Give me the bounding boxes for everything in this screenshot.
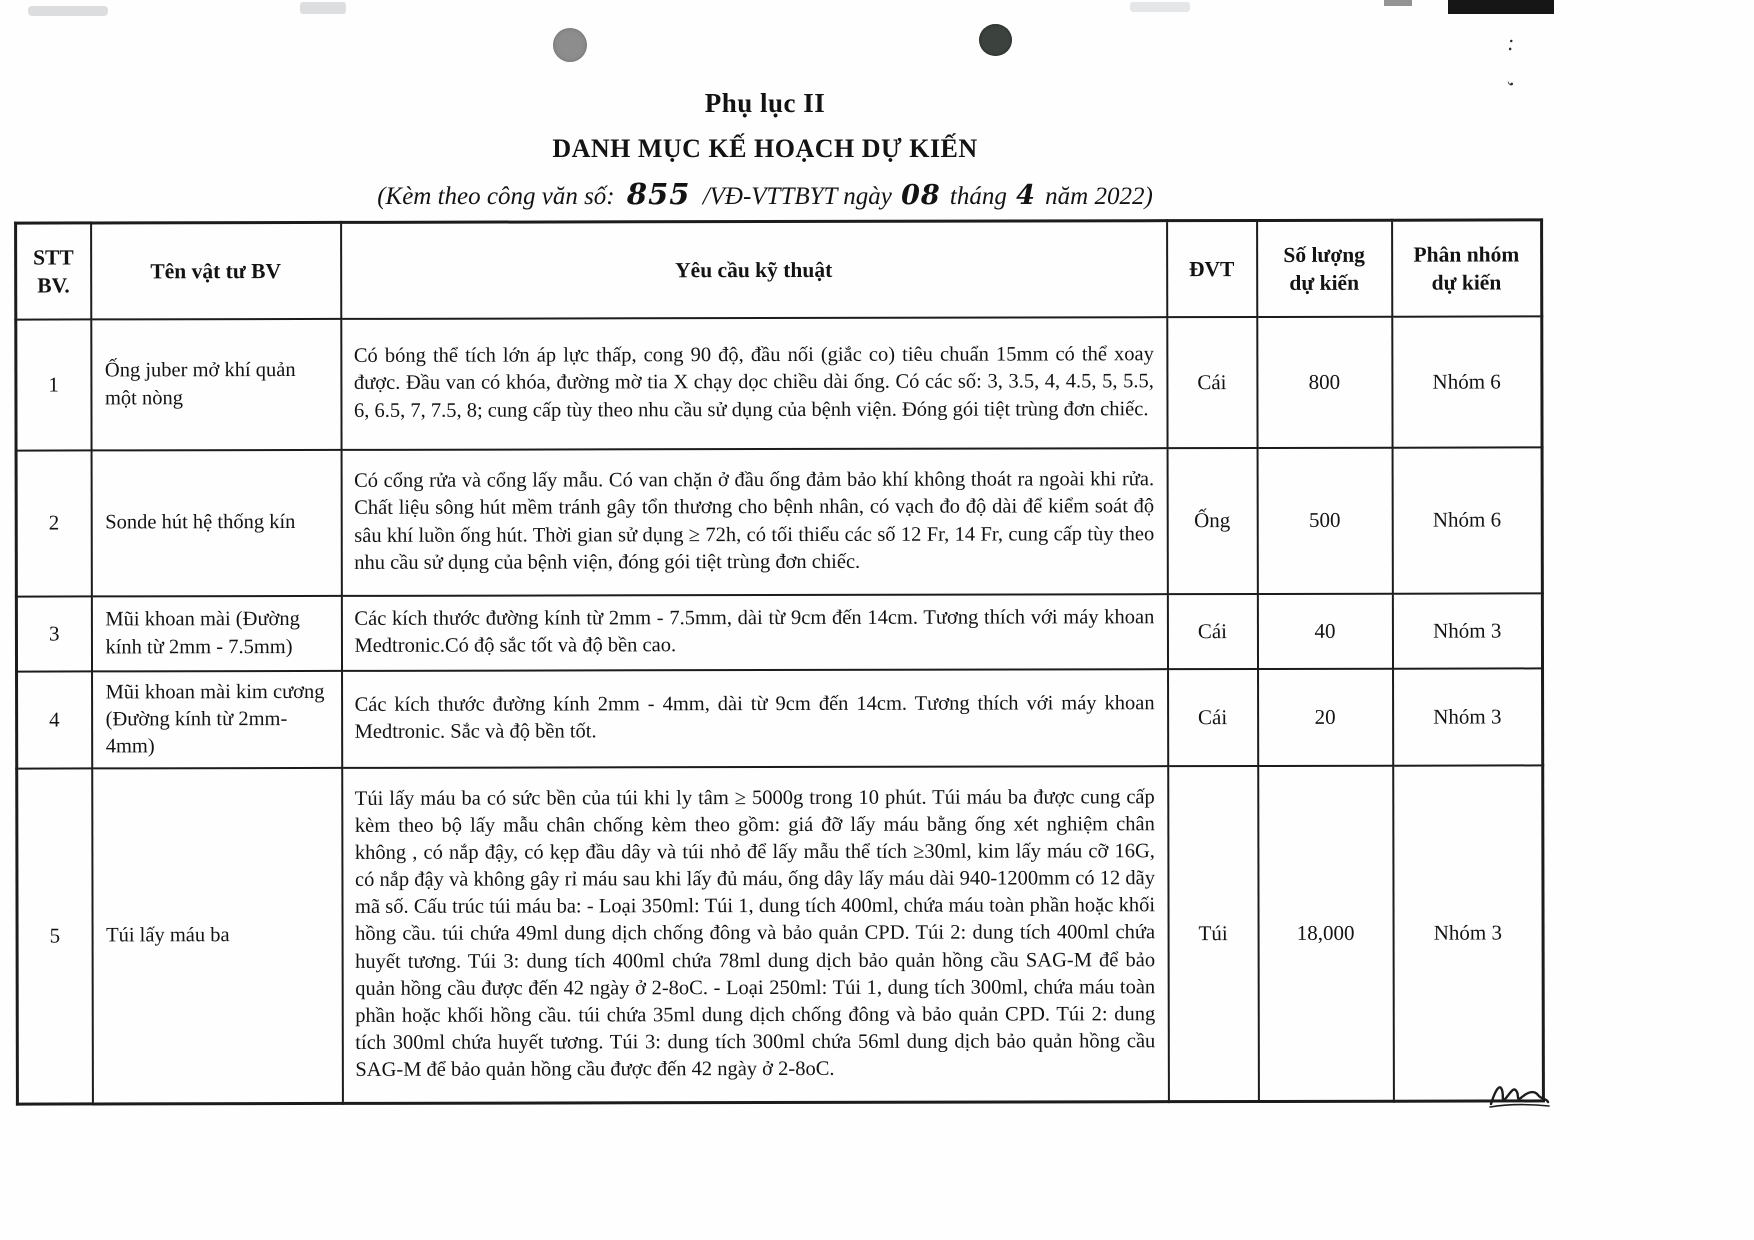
table-row [17, 668, 1543, 768]
plan-table-container [14, 218, 1542, 1105]
cell-quantity: 800 [1257, 317, 1392, 448]
cell-unit: Ống [1167, 448, 1257, 594]
subtitle-prefix: (Kèm theo công văn số: [377, 183, 615, 210]
cell-unit: Cái [1168, 669, 1258, 766]
cell-quantity: 500 [1257, 448, 1392, 594]
cell-spec: Có bóng thể tích lớn áp lực thấp, cong 90 độ, đầu nối (giắc co) tiêu chuẩn 15mm có thể xoay được. Đầu van có khóa, đường mờ tia X chạy dọc chiều dài ống. Có các số: 3, 3.5, 4, 4.5, 5, 5.5, 6, 6.5, 7, 7.5, 8; cung cấp tùy theo nhu cầu sử dụng của bệnh viện. Đóng gói tiệt trùng đơn chiếc. [341, 317, 1167, 450]
cell-spec: Có cổng rửa và cổng lấy mẫu. Có van chặn ở đầu ống đảm bảo khí không thoát ra ngoài khi rửa. Chất liệu sông hút mềm tránh gây tổn thương cho bệnh nhân, có vạch đo độ dài để kiểm soát độ sâu khí luồn ống hút. Thời gian sử dụng ≥ 72h, có tối thiểu các số 12 Fr, 14 Fr, cung cấp tùy theo nhu cầu sử dụng của bệnh viện, đóng gói tiệt trùng đơn chiếc. [341, 448, 1167, 596]
col-header-stt: STT BV. [16, 223, 91, 320]
pen-mark: ‚ [1505, 79, 1532, 91]
cell-stt: 5 [17, 768, 93, 1104]
scan-artifact [1130, 2, 1190, 12]
scan-artifact [300, 2, 346, 14]
cell-group: Nhóm 3 [1393, 668, 1543, 765]
cell-group: Nhóm 3 [1392, 593, 1542, 668]
cell-stt: 3 [16, 596, 91, 671]
cell-stt: 2 [16, 450, 91, 596]
appendix-title: Phụ lục II [704, 88, 826, 118]
cell-spec: Các kích thước đường kính từ 2mm - 7.5mm, dài từ 9cm đến 14cm. Tương thích với máy khoan Medtronic.Có độ sắc tốt và độ bền cao. [341, 594, 1167, 671]
cell-spec: Túi lấy máu ba có sức bền của túi khi ly tâm ≥ 5000g trong 10 phút. Túi máu ba được cung cấp kèm theo bộ lấy mẫu chân chống kèm theo gồm: giá đỡ lấy máu bằng ống xét nghiệm chân không , có nắp đậy, có kẹp đầu dây và túi nhỏ để lấy mẫu thể tích ≥30ml, kim lấy máu cỡ 16G, có nắp đậy và không gây rỉ máu sau khi lấy đủ máu, ống dây lấy máu dài 940-1200mm có 12 dãy mã số. Cấu trúc túi máu ba: - Loại 350ml: Túi 1, dung tích 400ml, chứa máu toàn phần hoặc khối hồng cầu. túi chứa 49ml dung dịch chống đông và bảo quản CPD. Túi 2: dung tích 400ml chứa huyết tương. Túi 3: dung tích 400ml chứa 78ml dung dịch bảo quản hồng cầu SAG-M để bảo quản hồng cầu được đến 42 ngày ở 2-8oC. - Loại 250ml: Túi 1, dung tích 300ml, chứa máu toàn phần hoặc khối hồng cầu. túi chứa 35ml dung dịch chống đông và bảo quản CPD. Túi 2: dung tích 300ml chứa huyết tương. Túi 3: dung tích 300ml chứa 56ml dung dịch bảo quản hồng cầu SAG-M để bảo quản hồng cầu được đến 42 ngày ở 2-8oC. [342, 766, 1169, 1103]
document-title: DANH MỤC KẾ HOẠCH DỰ KIẾN [552, 134, 978, 163]
subtitle-middle: /VĐ-VTTBYT ngày [702, 183, 892, 210]
punch-hole-icon [979, 24, 1012, 56]
col-header-qty: Số lượng dự kiến [1257, 220, 1392, 317]
scan-artifact [1384, 0, 1412, 6]
cell-stt: 1 [16, 319, 91, 450]
scan-artifact [28, 6, 108, 16]
cell-quantity: 40 [1257, 594, 1392, 669]
handwritten-month: 4 [1016, 180, 1036, 211]
subtitle-thang: tháng [949, 183, 1007, 210]
table-row [16, 447, 1542, 596]
scan-artifact [1448, 0, 1554, 14]
cell-quantity: 20 [1258, 669, 1393, 766]
pen-mark: : [1506, 29, 1516, 56]
cell-item-name: Sonde hút hệ thống kín [91, 450, 341, 597]
table-row [17, 765, 1544, 1104]
cell-item-name: Mũi khoan mài kim cương (Đường kính từ 2mm- 4mm) [92, 671, 342, 769]
col-header-unit: ĐVT [1167, 220, 1257, 317]
cell-spec: Các kích thước đường kính 2mm - 4mm, dài từ 9cm đến 14cm. Tương thích với máy khoan Medtronic. Sắc và độ bền tốt. [342, 669, 1168, 768]
punch-hole-icon [553, 28, 587, 62]
cell-item-name: Túi lấy máu ba [92, 768, 343, 1104]
cell-item-name: Mũi khoan mài (Đường kính từ 2mm - 7.5mm) [91, 596, 341, 672]
handwritten-doc-number: 855 [626, 177, 691, 211]
cell-unit: Túi [1168, 766, 1259, 1102]
col-header-name: Tên vật tư BV [91, 222, 341, 319]
cell-group: Nhóm 6 [1392, 316, 1542, 447]
cell-unit: Cái [1167, 594, 1257, 669]
document-subtitle [15, 177, 1515, 211]
handwritten-day: 08 [901, 180, 941, 211]
col-header-spec: Yêu cầu kỹ thuật [341, 221, 1167, 319]
table-row [16, 593, 1542, 671]
cell-item-name: Ống juber mở khí quản một nòng [91, 319, 341, 451]
cell-group: Nhóm 6 [1392, 447, 1542, 593]
col-header-group: Phân nhóm dự kiến [1392, 220, 1542, 317]
signature-mark-icon [1488, 1078, 1550, 1117]
plan-table [14, 218, 1545, 1105]
cell-group: Nhóm 3 [1393, 765, 1544, 1101]
cell-quantity: 18,000 [1258, 766, 1394, 1102]
cell-stt: 4 [17, 671, 92, 768]
cell-unit: Cái [1167, 317, 1257, 448]
table-header-row [16, 220, 1542, 320]
table-row [16, 316, 1542, 450]
subtitle-nam: năm 2022) [1045, 183, 1153, 210]
document-header [15, 88, 1515, 211]
